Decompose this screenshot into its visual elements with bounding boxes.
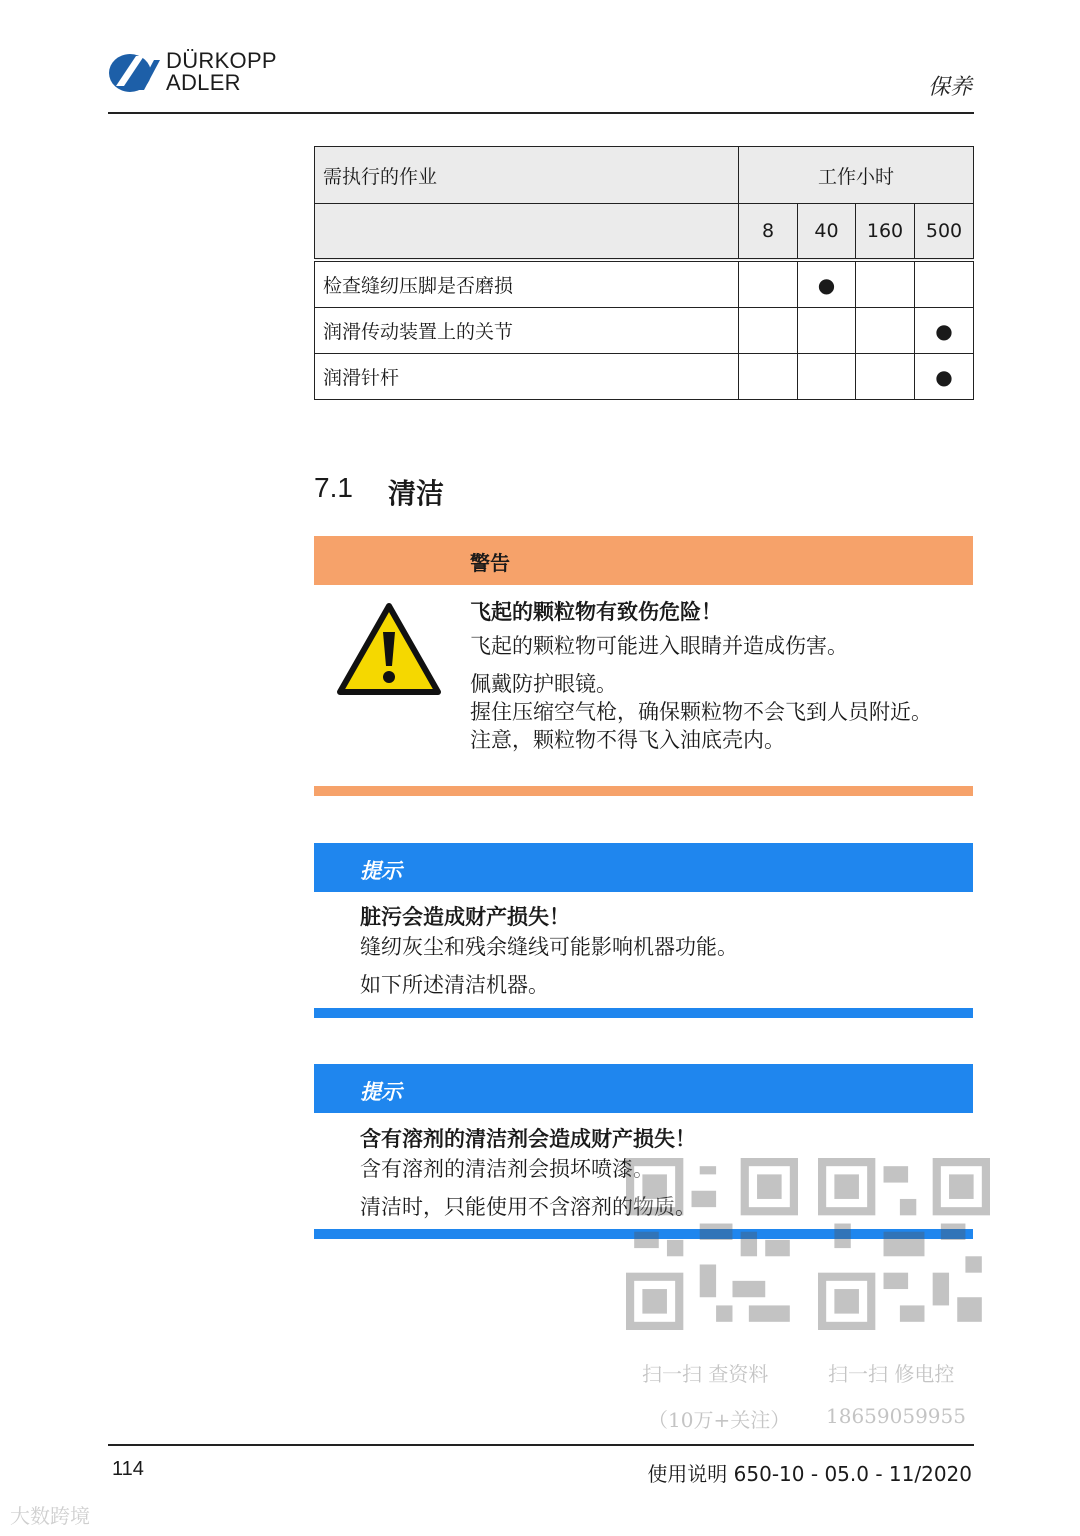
mark-cell [798,354,856,400]
page-number: 114 [112,1458,144,1480]
table-header-row [315,147,974,204]
note-line: 缝纫灰尘和残余缝线可能影响机器功能。 [360,935,738,959]
hours-header: 工作小时 [739,147,974,204]
mark-cell [856,354,915,400]
table-row [315,260,974,308]
mark-cell [856,308,915,354]
warning-line: 握住压缩空气枪，确保颗粒物不会飞到人员附近。 [470,700,932,724]
brand-name [166,50,277,94]
brand-line-2: ADLER [166,70,241,95]
watermark-caption: 扫一扫 查资料 [642,1362,769,1386]
header-rule [108,112,974,114]
brand-line-1: DÜRKOPP [166,48,277,73]
task-header: 需执行的作业 [315,147,739,204]
watermark-caption: 扫一扫 修电控 [828,1362,955,1386]
mark-cell [856,260,915,308]
note-header-bar [314,1064,973,1113]
warning-label: 警告 [470,551,510,575]
mark-cell [739,354,798,400]
mark-cell: ● [798,260,856,308]
note-line: 含有溶剂的清洁剂会损坏喷漆。 [360,1157,654,1181]
task-cell: 检查缝纫压脚是否磨损 [315,260,739,308]
hour-col-40: 40 [798,204,856,261]
table-row [315,354,974,400]
footer-rule [108,1444,974,1446]
note-body [360,902,960,1000]
note-line: 如下所述清洁机器。 [360,973,549,997]
document-reference: 使用说明 650-10 - 05.0 - 11/2020 [647,1462,972,1486]
hour-col-8: 8 [739,204,798,261]
warning-title: 飞起的颗粒物有致伤危险！ [470,600,722,624]
section-title: 清洁 [388,477,445,510]
maintenance-table [314,146,974,400]
mark-cell [915,260,974,308]
brand-logo-icon [108,52,160,94]
task-header-blank [315,204,739,261]
section-number: 7.1 [314,472,353,503]
mark-cell: ● [915,308,974,354]
note-title: 含有溶剂的清洁剂会造成财产损失！ [360,1127,696,1151]
hour-col-500: 500 [915,204,974,261]
warning-footer-bar [314,786,973,796]
qr-code-icon [818,1158,990,1330]
task-cell: 润滑传动装置上的关节 [315,308,739,354]
qr-code-icon [626,1158,798,1330]
table-hours-row [315,204,974,261]
task-cell: 润滑针杆 [315,354,739,400]
warning-body [470,598,940,754]
mark-cell [739,260,798,308]
warning-line: 注意，颗粒物不得飞入油底壳内。 [470,728,785,752]
mark-cell: ● [915,354,974,400]
note-label: 提示 [360,859,402,883]
mark-cell [798,308,856,354]
table-row [315,308,974,354]
warning-line: 佩戴防护眼镜。 [470,672,617,696]
mark-cell [739,308,798,354]
warning-line: 飞起的颗粒物可能进入眼睛并造成伤害。 [470,634,848,658]
note-footer-bar [314,1008,973,1018]
watermark-subcaption: 18659059955 [826,1404,966,1428]
warning-header-bar [314,536,973,585]
note-label: 提示 [360,1080,402,1104]
note-title: 脏污会造成财产损失！ [360,905,570,929]
note-line: 清洁时，只能使用不含溶剂的物质。 [360,1195,696,1219]
note-header-bar [314,843,973,892]
chapter-title: 保养 [927,75,972,100]
corner-watermark: 大数跨境 [10,1504,90,1528]
hour-col-160: 160 [856,204,915,261]
watermark-subcaption: （10万+关注） [648,1408,791,1432]
warning-triangle-icon [336,602,442,698]
